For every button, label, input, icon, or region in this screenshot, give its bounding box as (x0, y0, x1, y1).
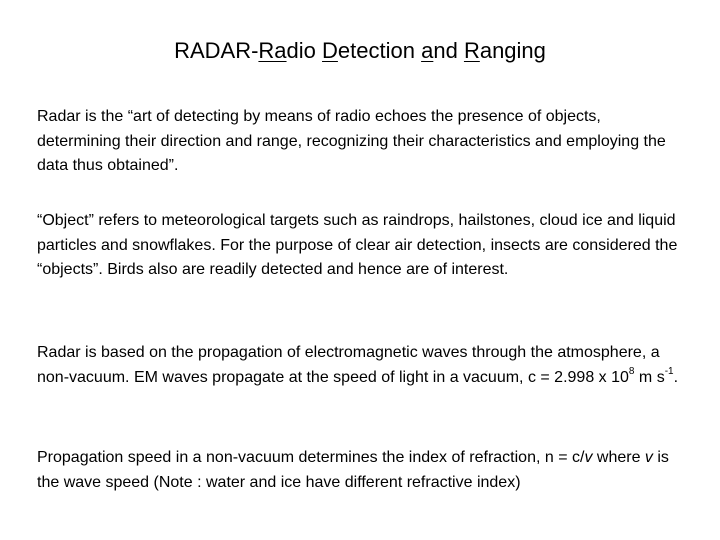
title-underlined-d: D (322, 38, 338, 63)
refraction-where: where (592, 449, 645, 466)
title-underlined-r: R (463, 38, 480, 63)
title-text-anging: anging (479, 38, 546, 63)
slide-title (0, 37, 720, 65)
variable-v-2: v (644, 449, 653, 466)
title-text-dio: dio (286, 38, 323, 63)
refraction-text: Propagation speed in a non-vacuum determines the index of refraction, n = c/ (37, 449, 585, 466)
title-underlined-ra: Ra (258, 38, 287, 63)
propagation-text: Radar is based on the propagation of electromagnetic waves through the atmosphere, a non-vacuum. EM waves propagate at the speed of light in a vacuum, c = 2.998 x 10 (37, 344, 660, 386)
title-text-etection: etection (337, 38, 422, 63)
paragraph-radar-definition: Radar is the “art of detecting by means of radio echoes the presence of objects, determining their direction and range, recognizing their characteristics and employing the data thus obtained”. (37, 108, 666, 174)
exponent-neg1: -1 (664, 366, 674, 378)
propagation-end: . (673, 368, 679, 386)
title-prefix: RADAR- (174, 38, 259, 63)
paragraph-propagation (37, 341, 687, 390)
unit-m-s: m s (634, 368, 665, 386)
title-text-nd: nd (433, 38, 464, 63)
title-underlined-a: a (421, 38, 434, 63)
paragraph-refraction (37, 446, 687, 495)
paragraph-object-definition: “Object” refers to meteorological targets such as raindrops, hailstones, cloud ice and liquid particles and snowflakes. For the purpose of clear air detection, insects are considered the “objects”. Birds also are readily detected and hence are of interest. (37, 212, 678, 278)
exponent-8: 8 (628, 366, 635, 378)
refraction-rest: is the wave speed (Note : water and ice have different refractive index) (37, 449, 669, 491)
variable-v: v (584, 449, 593, 466)
